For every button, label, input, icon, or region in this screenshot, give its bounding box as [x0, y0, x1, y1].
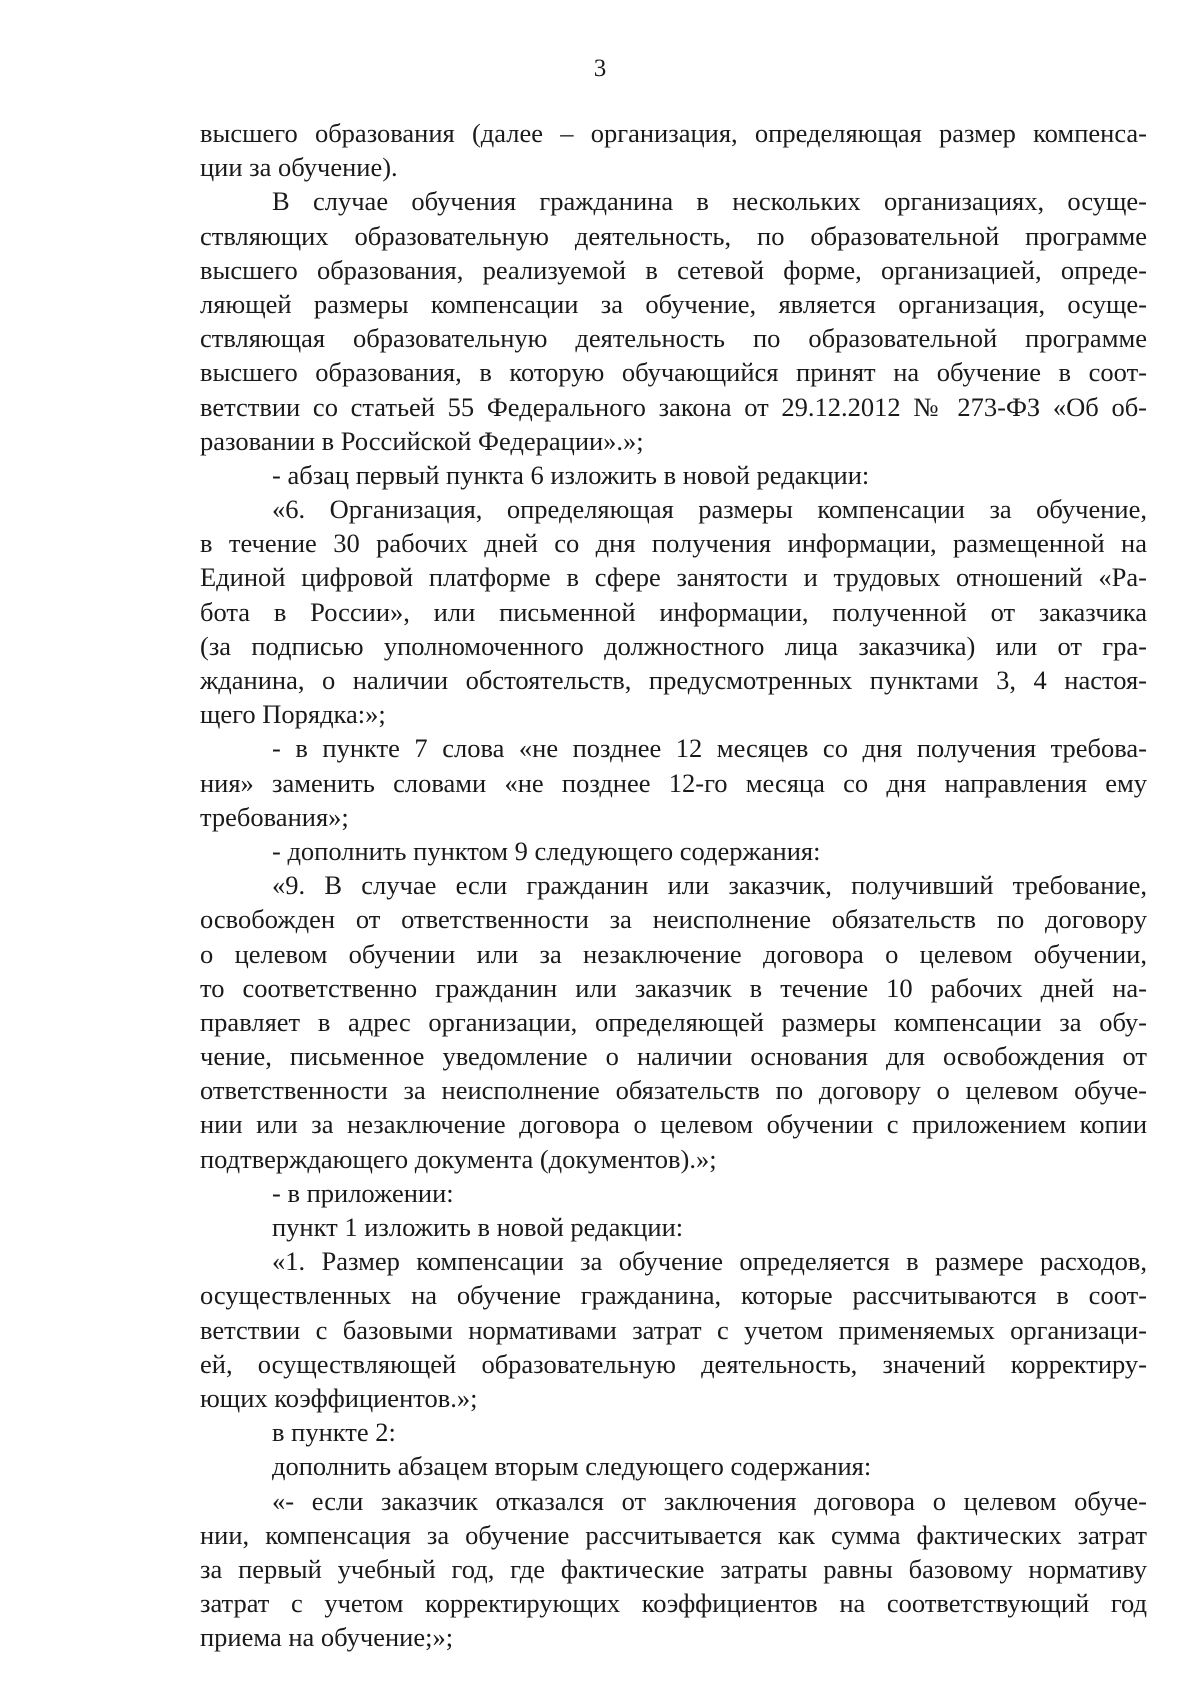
text-line: нии или за незаключение договора о целевом обучении с приложением копии: [200, 1109, 1147, 1140]
text-line: ствляющая образовательную деятельность по образовательной программе: [200, 323, 1147, 354]
text-line: высшего образования, реализуемой в сетевой форме, организацией, опреде-: [200, 254, 1147, 285]
text-line: затрат с учетом корректирующих коэффициентов на соответствующий год: [200, 1588, 1147, 1619]
text-line: - абзац первый пункта 6 изложить в новой редакции:: [272, 459, 870, 490]
text-line: Единой цифровой платформе в сфере занятости и трудовых отношений «Ра-: [200, 562, 1147, 593]
text-line: ствляющих образовательную деятельность, по образовательной программе: [200, 220, 1147, 251]
text-line: то соответственно гражданин или заказчик в течение 10 рабочих дней на-: [200, 972, 1147, 1003]
text-line: в течение 30 рабочих дней со дня получения информации, размещенной на: [200, 528, 1147, 559]
page-number: 3: [593, 55, 607, 82]
text-line: бота в России», или письменной информации, полученной от заказчика: [200, 596, 1147, 627]
text-line: «- если заказчик отказался от заключения договора о целевом обуче-: [272, 1485, 1147, 1516]
text-line: ей, осуществляющей образовательную деятельность, значений корректиру-: [200, 1348, 1147, 1379]
text-line: требования»;: [200, 801, 349, 832]
text-line: разовании в Российской Федерации».»;: [200, 425, 644, 456]
text-line: нии, компенсация за обучение рассчитывается как сумма фактических затрат: [200, 1519, 1147, 1550]
text-line: ции за обучение).: [200, 152, 398, 183]
text-line: ответственности за неисполнение обязательств по договору о целевом обуче-: [200, 1075, 1147, 1106]
text-line: - в пункте 7 слова «не позднее 12 месяцев со дня получения требова-: [272, 733, 1147, 764]
text-line: подтверждающего документа (документов).»;: [200, 1143, 717, 1174]
text-line: щего Порядка:»;: [200, 699, 386, 730]
text-line: ющих коэффициентов.»;: [200, 1382, 478, 1413]
text-line: чение, письменное уведомление о наличии основания для освобождения от: [200, 1041, 1147, 1072]
text-line: высшего образования, в которую обучающийся принят на обучение в соот-: [200, 357, 1147, 388]
text-line: в пункте 2:: [272, 1417, 396, 1448]
text-line: высшего образования (далее – организация, определяющая размер компенса-: [200, 118, 1147, 148]
text-line: жданина, о наличии обстоятельств, предусмотренных пунктами 3, 4 настоя-: [200, 665, 1147, 695]
text-line: за первый учебный год, где фактические затраты равны базовому нормативу: [200, 1553, 1147, 1584]
text-line: о целевом обучении или за незаключение договора о целевом обучении,: [200, 938, 1147, 969]
document-body: [200, 116, 1147, 1654]
text-line: «1. Размер компенсации за обучение определяется в размере расходов,: [272, 1246, 1147, 1277]
text-line: освобожден от ответственности за неисполнение обязательств по договору: [200, 904, 1147, 935]
text-line: (за подписью уполномоченного должностного лица заказчика) или от гра-: [200, 630, 1147, 661]
text-line: дополнить абзацем вторым следующего содержания:: [272, 1451, 872, 1482]
text-line: ветствии с базовыми нормативами затрат с учетом применяемых организаци-: [200, 1314, 1147, 1345]
text-line: «9. В случае если гражданин или заказчик, получивший требование,: [272, 870, 1147, 901]
text-line: ветствии со статьей 55 Федерального закона от 29.12.2012 № 273-ФЗ «Об об-: [200, 391, 1147, 422]
text-line: - дополнить пунктом 9 следующего содержания:: [272, 835, 821, 866]
text-line: - в приложении:: [272, 1177, 454, 1208]
text-line: «6. Организация, определяющая размеры компенсации за обучение,: [272, 494, 1147, 525]
text-line: ляющей размеры компенсации за обучение, является организация, осуще-: [200, 288, 1147, 319]
text-line: пункт 1 изложить в новой редакции:: [272, 1212, 684, 1242]
text-line: ния» заменить словами «не позднее 12-го месяца со дня направления ему: [200, 767, 1147, 798]
text-line: осуществленных на обучение гражданина, которые рассчитываются в соот-: [200, 1280, 1147, 1311]
text-line: приема на обучение;»;: [200, 1622, 454, 1653]
text-line: В случае обучения гражданина в нескольких организациях, осуще-: [272, 186, 1147, 217]
text-line: правляет в адрес организации, определяющей размеры компенсации за обу-: [200, 1006, 1147, 1037]
